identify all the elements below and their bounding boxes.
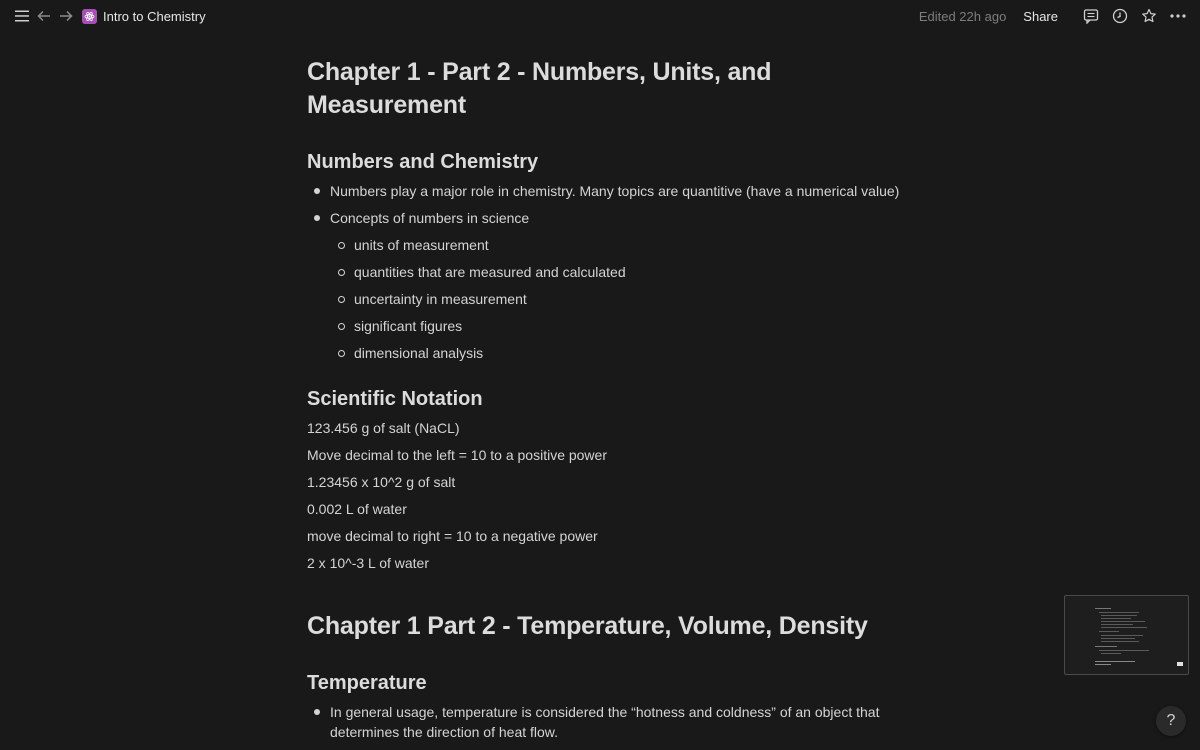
- notation-block: [307, 418, 927, 573]
- top-bar-left: [12, 6, 206, 26]
- bullet-list: [307, 181, 927, 228]
- heading-temperature[interactable]: Temperature: [307, 672, 427, 694]
- sub-bullet-list: [307, 235, 927, 363]
- atom-icon: [82, 9, 97, 24]
- page-minimap[interactable]: [1064, 595, 1189, 675]
- breadcrumb-page[interactable]: Intro to Chemistry: [103, 8, 206, 24]
- share-button[interactable]: Share: [1023, 8, 1058, 24]
- heading-scientific-notation[interactable]: Scientific Notation: [307, 388, 483, 410]
- clock-icon[interactable]: [1110, 6, 1130, 26]
- edited-timestamp: Edited 22h ago: [918, 8, 1007, 24]
- more-options-icon[interactable]: [1168, 6, 1188, 26]
- text-line[interactable]: 2 x 10^-3 L of water: [307, 555, 430, 571]
- list-item[interactable]: In general usage, temperature is considered the “hotness and coldness” of an object that determines the direction of heat flow.: [307, 702, 887, 742]
- menu-icon[interactable]: [12, 6, 32, 26]
- text-line[interactable]: Move decimal to the left = 10 to a positive power: [307, 447, 607, 463]
- text-line[interactable]: 1.23456 x 10^2 g of salt: [307, 474, 456, 490]
- list-item[interactable]: significant figures: [307, 316, 927, 336]
- chapter-heading[interactable]: Chapter 1 Part 2 - Temperature, Volume, Density: [307, 612, 868, 640]
- comment-icon[interactable]: [1081, 6, 1101, 26]
- heading-numbers-and-chemistry[interactable]: Numbers and Chemistry: [307, 151, 539, 173]
- forward-arrow-icon[interactable]: [56, 6, 76, 26]
- list-item[interactable]: dimensional analysis: [307, 343, 927, 363]
- text-line[interactable]: 123.456 g of salt (NaCL): [307, 420, 460, 436]
- back-arrow-icon[interactable]: [34, 6, 54, 26]
- help-button[interactable]: ?: [1156, 706, 1186, 736]
- list-item[interactable]: quantities that are measured and calculated: [307, 262, 927, 282]
- page-title[interactable]: Chapter 1 - Part 2 - Numbers, Units, and Measurement: [307, 58, 772, 119]
- top-bar: [0, 0, 1200, 32]
- list-item[interactable]: Concepts of numbers in science: [307, 208, 927, 228]
- star-icon[interactable]: [1139, 6, 1159, 26]
- bullet-list: [307, 702, 887, 742]
- list-item[interactable]: units of measurement: [307, 235, 927, 255]
- text-line[interactable]: 0.002 L of water: [307, 501, 407, 517]
- list-item[interactable]: Numbers play a major role in chemistry. Many topics are quantitive (have a numerical value): [307, 181, 927, 201]
- top-bar-right: [919, 6, 1188, 26]
- list-item[interactable]: uncertainty in measurement: [307, 289, 927, 309]
- text-line[interactable]: move decimal to right = 10 to a negative power: [307, 528, 598, 544]
- document-body: [307, 56, 927, 742]
